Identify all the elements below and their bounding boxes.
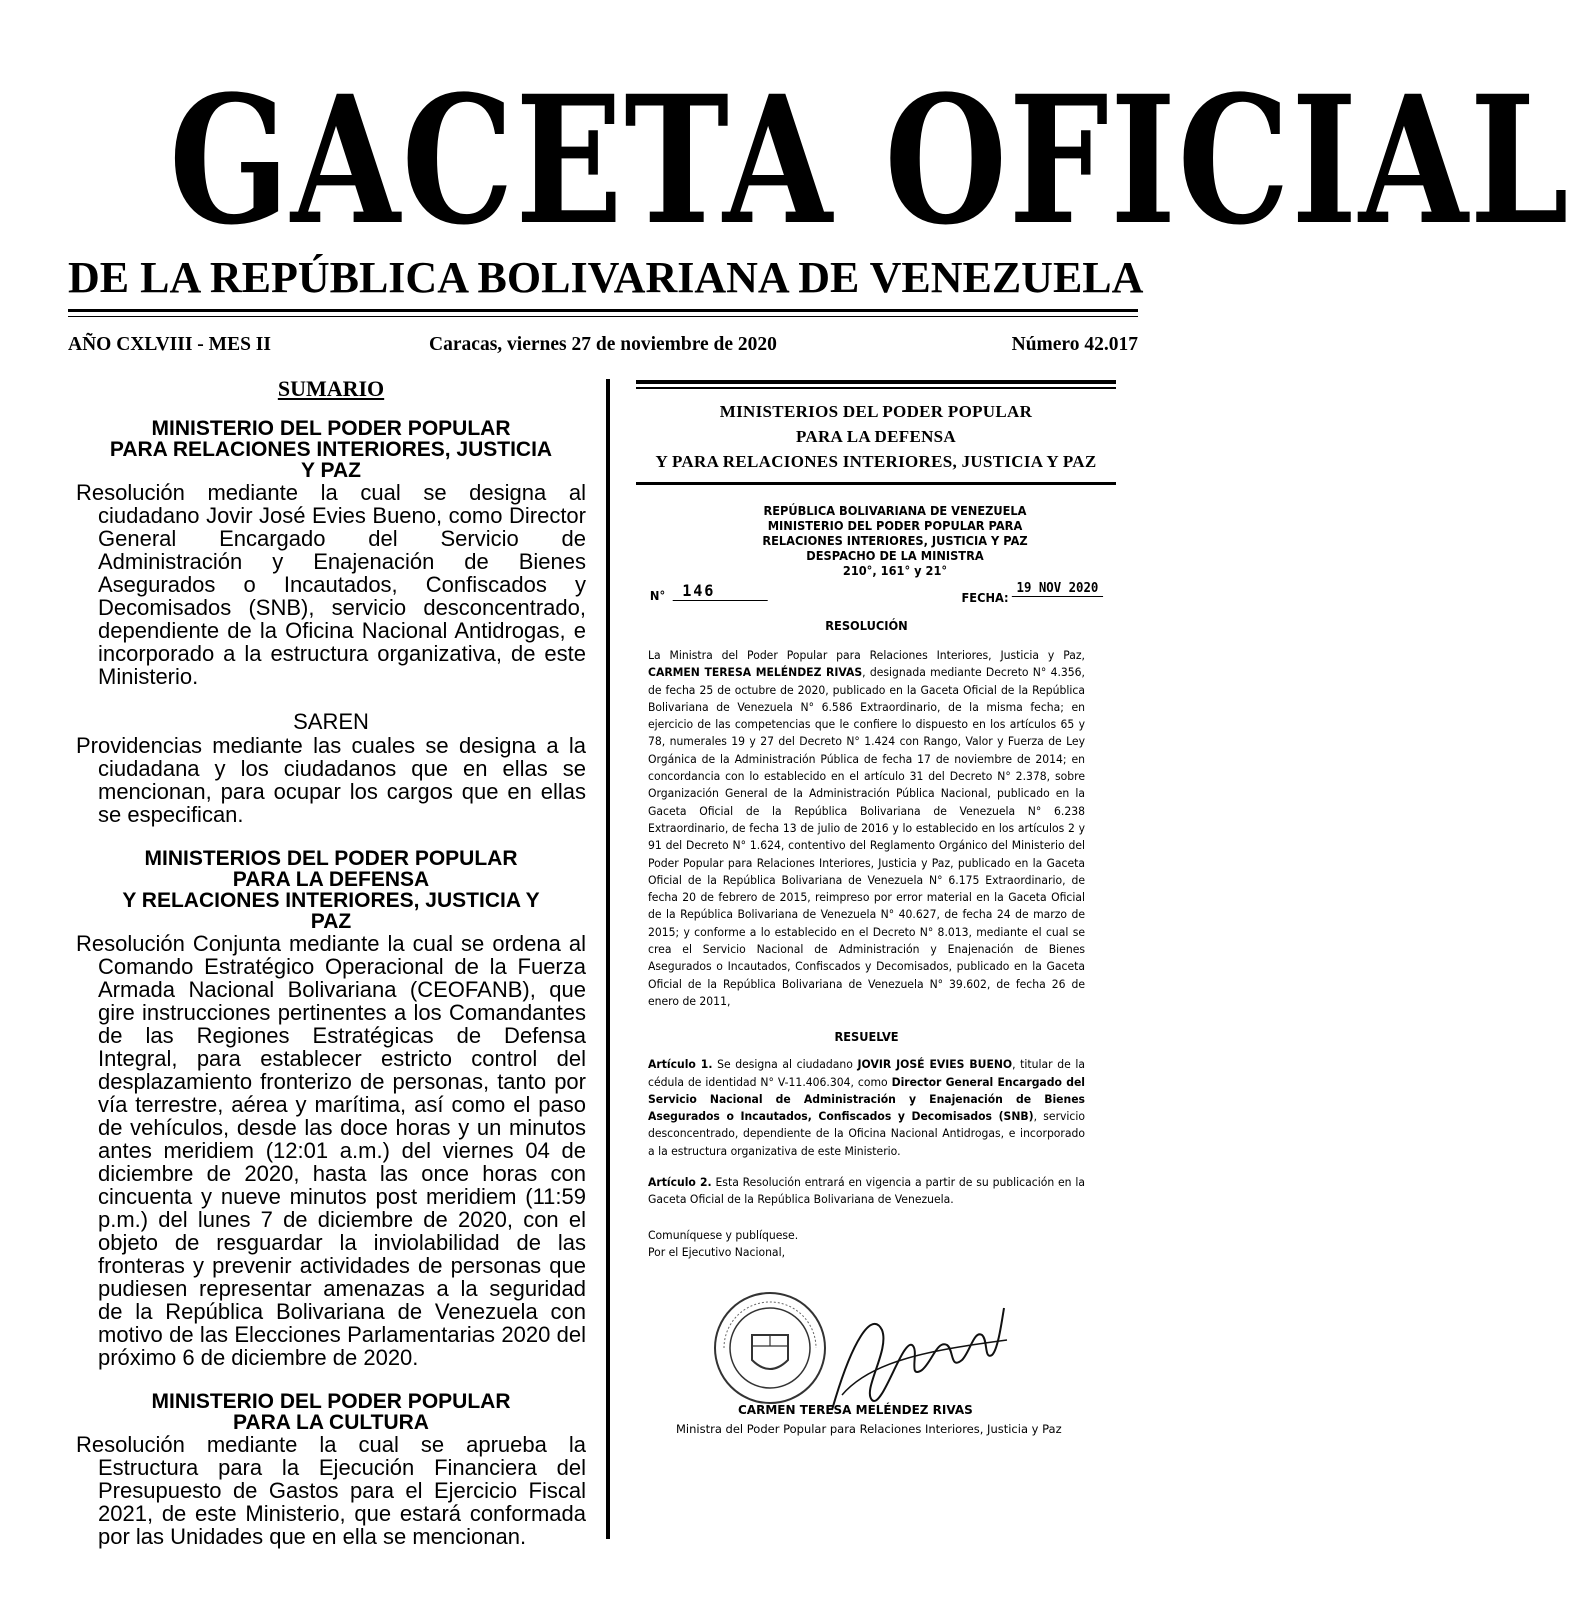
issue-info-line (68, 330, 1138, 360)
masthead-rule-thick (68, 309, 1138, 312)
sumario-entry: Resolución mediante la cual se aprueba la Estructura para la Ejecución Financiera del Presupuesto de Gastos para el Ejercicio Fiscal 2021, de este Ministerio, que estará conformada por las Unidades que en ella se mencionan. (76, 1432, 586, 1549)
right-rule-thick (636, 380, 1116, 384)
issue-year-month: AÑO CXLVIII - MES II (68, 334, 271, 355)
resolution-number-date-row (648, 579, 1099, 607)
resolution-closing: Comuníquese y publíquese. Por el Ejecutivo Nacional, (648, 1227, 799, 1259)
right-ministry-heading: MINISTERIOS DEL PODER POPULAR PARA LA DEFENSA Y PARA RELACIONES INTERIORES, JUSTICIA Y PAZ (655, 402, 1097, 471)
resolution-preamble: La Ministra del Poder Popular para Relaciones Interiores, Justicia y Paz, CARMEN TERESA MELÉNDEZ RIVAS, designada mediante Decreto N° 4.356, de fecha 25 de octubre de 2020, publicado en la Gaceta Oficial de la República Bolivariana de Venezuela N° 6.586 Extraordinario, de la misma fecha; en ejercicio de las competencias que le confiere lo dispuesto en los artículos 65 y 78, numerales 19 y 27 del Decreto N° 1.424 con Rango, Valor y Fuerza de Ley Orgánica de la Administración Pública de fecha 17 de noviembre de 2014; en concordancia con lo establecido en el artículo 31 del Decreto N° 2.378, sobre Organización General de la Administración Pública Nacional, publicado en la Gaceta Oficial de la República Bolivariana de Venezuela N° 6.238 Extraordinario, de fecha 13 de julio de 2016 y lo establecido en los artículos 2 y 91 del Decreto N° 1.624, contentivo del Reglamento Orgánico del Ministerio del Poder Popular para Relaciones Interiores, Justicia y Paz, publicado en la Gaceta Oficial de la República Bolivariana de Venezuela N° 6.175 Extraordinario, de fecha 20 de febrero de 2015, reimpreso por error material en la Gaceta Oficial de la República Bolivariana de Venezuela N° 40.627, de fecha 24 de marzo de 2015; y conforme a lo establecido en el Decreto N° 8.013, mediante el cual se crea el Servicio Nacional de Administración y Enajenación de Bienes Asegurados o Incautados, Confiscados y Decomisados, publicado en la Gaceta Oficial de la República Bolivariana de Venezuela N° 39.602, de fecha 26 de enero de 2011, (648, 648, 1085, 1008)
column-divider (606, 379, 610, 1539)
resolution-letterhead: REPÚBLICA BOLIVARIANA DE VENEZUELA MINISTERIO DEL PODER POPULAR PARA RELACIONES INTERIORES, JUSTICIA Y PAZ DESPACHO DE LA MINISTRA 210°, 161° y 21° (762, 504, 1028, 578)
sumario-ministry-heading: MINISTERIOS DEL PODER POPULAR PARA LA DEFENSA Y RELACIONES INTERIORES, JUSTICIA Y PAZ (122, 847, 540, 933)
gazette-masthead-subtitle: DE LA REPÚBLICA BOLIVARIANA DE VENEZUELA (68, 253, 1144, 302)
sumario-ministry-heading: MINISTERIO DEL PODER POPULAR PARA LA CULTURA (151, 1390, 511, 1434)
gazette-masthead-title: GACETA OFICIAL (169, 57, 1570, 264)
official-seal-icon (712, 1290, 828, 1406)
resolution-title: RESOLUCIÓN (825, 619, 908, 633)
signer-name: CARMEN TERESA MELÉNDEZ RIVAS (738, 1403, 973, 1417)
date-label: FECHA: (961, 591, 1009, 605)
sumario-subheading-saren: SAREN (293, 709, 369, 734)
masthead-rule-thin (68, 316, 1138, 317)
number-label: N° (649, 589, 666, 603)
sumario-entry: Resolución Conjunta mediante la cual se ordena al Comando Estratégico Operacional de la Fuerza Armada Nacional Bolivariana (CEOFANB), que gire instrucciones pertinentes a los Comandantes de las Regiones Estratégicas de Defensa Integral, para establecer estricto control del desplazamiento fronterizo de personas, tanto por vía terrestre, aérea y marítima, así como el paso de vehículos, desde las doce horas y un minutos antes meridiem (12:01 a.m.) del viernes 04 de diciembre de 2020, hasta las once horas con cincuenta y nueve minutos post meridiem (11:59 p.m.) del lunes 7 de diciembre de 2020, con el objeto de resguardar la inviolabilidad de las fronteras y prevenir actividades de personas que pudiesen representar amenazas a la seguridad de la República Bolivariana de Venezuela con motivo de las Elecciones Parlamentarias 2020 del próximo 6 de diciembre de 2020. (76, 931, 586, 1370)
resuelve-heading: RESUELVE (834, 1030, 899, 1045)
right-ministry-rule (636, 482, 1116, 485)
sumario-ministry-heading: MINISTERIO DEL PODER POPULAR PARA RELACIONES INTERIORES, JUSTICIA Y PAZ (109, 417, 553, 482)
issue-number: Número 42.017 (1011, 334, 1138, 355)
resolution-number: 146 (673, 581, 768, 601)
handwritten-signature-icon (812, 1300, 1012, 1420)
resolution-column-header (636, 380, 1116, 485)
sumario-entry: Providencias mediante las cuales se designa a la ciudadana y los ciudadanos que en ellas se mencionan, para ocupar los cargos que en ellas se especifican. (76, 733, 586, 827)
sumario-entry: Resolución mediante la cual se designa al ciudadano Jovir José Evies Bueno, como Director General Encargado del Servicio de Administración y Enajenación de Bienes Asegurados o Incautados, Confiscados y Decomisados (SNB), servicio desconcentrado, dependiente de la Oficina Nacional Antidrogas, e incorporado a la estructura organizativa, de este Ministerio. (76, 480, 586, 689)
signature-area (712, 1290, 1022, 1440)
sumario-column (76, 376, 586, 1548)
sumario-title: SUMARIO (277, 376, 385, 401)
right-rule-thin (636, 387, 1116, 389)
resolution-document (648, 504, 1099, 1261)
issue-place-date: Caracas, viernes 27 de noviembre de 2020 (429, 334, 777, 355)
resolution-date-stamp: 19 NOV 2020 (1012, 581, 1103, 597)
article-1: Artículo 1. Se designa al ciudadano JOVIR JOSÉ EVIES BUENO, titular de la cédula de identidad N° V-11.406.304, como Director General Encargado del Servicio Nacional de Administración y Enajenación de Bienes Asegurados o Incautados, Confiscados y Decomisados (SNB), servicio desconcentrado, dependiente de la Oficina Nacional Antidrogas, e incorporado a la estructura organizativa de este Ministerio. (648, 1057, 1086, 1158)
signer-title: Ministra del Poder Popular para Relaciones Interiores, Justicia y Paz (676, 1422, 1062, 1436)
article-2: Artículo 2. Esta Resolución entrará en vigencia a partir de su publicación en la Gaceta Oficial de la República Bolivariana de Venezuela. (648, 1175, 1085, 1207)
